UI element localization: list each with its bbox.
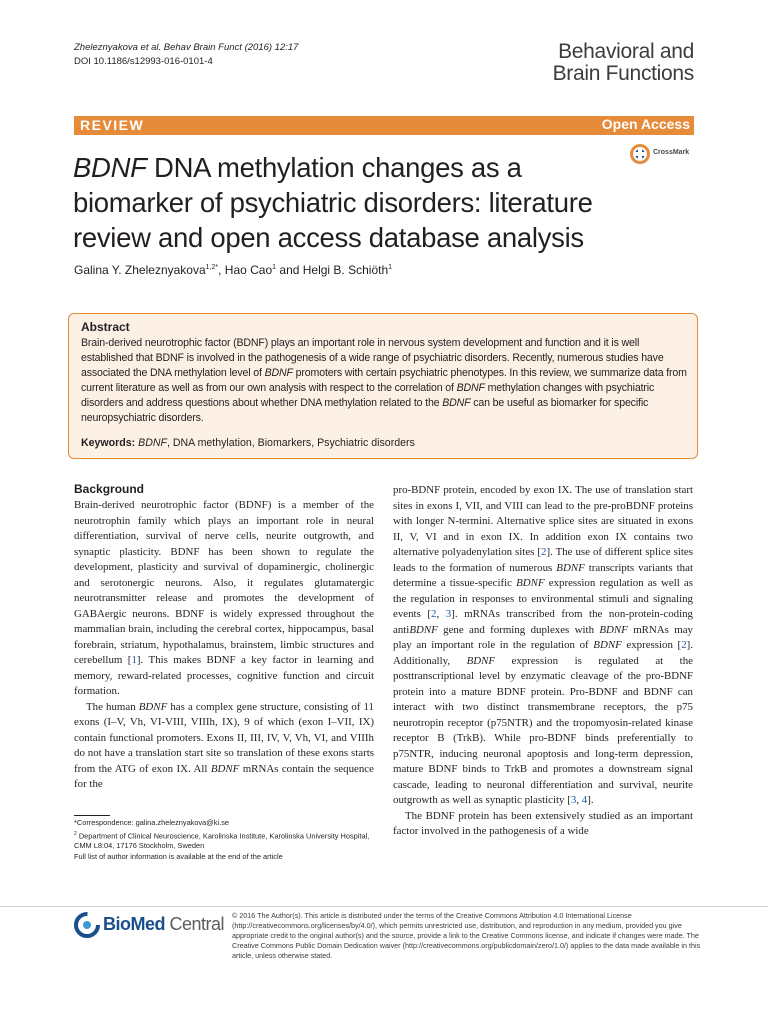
title-line3: review and open access database analysis [73, 222, 584, 253]
reference-link[interactable]: 3 [445, 608, 452, 620]
publisher-name: BioMed Central [103, 914, 225, 934]
crossmark-label[interactable]: CrossMark [653, 149, 690, 156]
affiliation: $^2$ Department of Clinical Neuroscience, Karolinska Institute, Karolinska University Hospital, CMM L8:04, 17176 Stockholm, Sweden [74, 830, 370, 851]
doi-line[interactable]: DOI 10.1186/s12993-016-0101-4 [74, 56, 213, 67]
correspondence[interactable]: *Correspondence: galina.zheleznyakova@ki.se [74, 818, 229, 827]
article-title [73, 150, 633, 255]
abstract-text: Brain-derived neurotrophic factor (BDNF) plays an important role in nervous system development and function and it is well established that BDNF is involved in the pathogenesis of a wide range of psychiatric disorders. Recently, numerous studies have associated the DNA methylation level of BDNF promoters with certain psychiatric phenotypes. In this review, we summarize data from current literature as well as from our own analysis with respect to the correlation of BDNF methylation changes with psychiatric disorders and address questions about whether DNA methylation related to the BDNF can be useful as biomarker for specific neuropsychiatric disorders. [81, 337, 687, 424]
title-gene: BDNF [73, 152, 147, 183]
reference-link[interactable]: 2 [681, 639, 687, 651]
license-text: © 2016 The Author(s). This article is distributed under the terms of the Creative Commons Attribution 4.0 International License (http://creativecommons.org/licenses/by/4.0/), which permits unrestricted use, distribution, and reproduction in any medium, provided you give appropriate credit to the original author(s) and the source, provide a link to the Creative Commons license, and indicate if changes were made. The Creative Commons Public Domain Dedication waiver (http://creativecommons.org/publicdomain/zero/1.0/) applies to the data made available in this article, unless otherwise stated. [232, 911, 701, 960]
paragraph: The BDNF protein has been extensively studied as an important factor involved in the pathogenesis of a wide [393, 809, 693, 837]
author-affiliation-mark: 1,2* [205, 264, 219, 271]
author-name: Galina Y. Zheleznyakova [74, 263, 206, 277]
body-column-left [74, 498, 374, 793]
body-column-right [393, 483, 693, 840]
title-line1: DNA methylation changes as a [146, 152, 522, 183]
journal-name [553, 41, 694, 85]
author-list [74, 263, 392, 277]
author-name: and Helgi B. Schiöth [276, 263, 389, 277]
author-info-note: Full list of author information is available at the end of the article [74, 851, 283, 861]
keywords-label: Keywords: [81, 437, 136, 449]
citation-block [74, 41, 298, 69]
article-type-label: REVIEW [80, 117, 145, 133]
abstract-heading: Abstract [81, 320, 130, 334]
keywords: Keywords: BDNF, DNA methylation, Biomarkers, Psychiatric disorders [81, 437, 415, 449]
section-heading: Background [74, 482, 145, 496]
paragraph: pro-BDNF protein, encoded by exon IX. The use of translation start sites in exons I, VII, and VIII can lead to the pre-proBDNF proteins with longer N-termini. Alternative splice sites are situated in exons II, V, VI and in exon IX. In addition exon IX contains two alternative polyadenylation sites [2]. The use of different splice sites leads to the formation of numerous BDNF transcripts variants that determine a tissue-specific BDNF expression regulation as well as the regulation in responses to environmental stimuli and signaling events [2, 3]. mRNAs transcribed from the non-protein-coding antiBDNF gene and forming duplexes with BDNF mRNAs may play an important role in the regulation of BDNF expression [2]. Additionally, BDNF expression is regulated at the posttranscriptional level by enzymatic cleavage of the pro-BDNF protein into a mature BDNF protein. Pro-BDNF and BDNF can interact with two distinct transmembrane receptors, the p75 neurotropin receptor (p75NTR) and the tropomyosin-related kinase receptor B (TrkB). While pro-BDNF binds preferentially to p75NTR, inducing neuronal apoptosis and long-term depression, mature BDNF binds to TrkB and promotes a downstream signal cascade, leading to neuronal differentiation and survival, neurite outgrowth as well as synaptic plasticity [3, 4]. [393, 484, 694, 806]
author-name: , Hao Cao [218, 263, 273, 277]
reference-link[interactable]: 2 [541, 546, 547, 558]
title-line2: biomarker of psychiatric disorders: literature [73, 187, 593, 218]
journal-name-line1: Behavioral and [558, 40, 694, 63]
paragraph: Brain-derived neurotrophic factor (BDNF) is a member of the neurotrophin family which plays an important role in neural differentiation, survival of nerve cells, neurite outgrowth, and synaptic plasticity. BDNF has been shown to regulate the development, plasticity and survival of dopaminergic, cholinergic and serotonergic neurons. Also, it regulates glutamatergic neurotransmitter release and promotes the development of GABAergic neurons. BDNF is widely expressed throughout the mammalian brain, including the cerebral cortex, hippocampus, basal forebrain, striatum, hypothalamus, brainstem, limbic structures and cerebellum [1]. This makes BDNF a key factor in learning and memory, reward-related processes, cognitive function and circuit formation. [74, 499, 374, 697]
reference-link[interactable]: 2 [431, 608, 437, 620]
journal-name-line2: Brain Functions [552, 62, 694, 85]
citation-line: Zheleznyakova et al. Behav Brain Funct (2016) 12:17 [74, 42, 299, 53]
paragraph: The human BDNF has a complex gene structure, consisting of 11 exons (I–V, Vh, VI-VIII, VIIIh, IX), 9 of which (exon I–VII, IX) contain functional promoters. Exons II, III, IV, V, Vh, VI, and VIIIh do not have a translation start site so translation of these exons starts from the ATG of exon IX. All BDNF mRNAs contain the sequence for the [74, 700, 374, 790]
open-access-badge: Open Access [601, 116, 690, 132]
biomed-central-logo-icon [74, 912, 100, 938]
author-affiliation-mark: 1 [388, 264, 393, 271]
footer-divider [0, 906, 768, 907]
author-affiliation-mark: 1 [272, 264, 277, 271]
reference-link[interactable]: 1 [131, 654, 137, 666]
footnote-divider [74, 815, 110, 816]
footnotes [74, 818, 374, 862]
reference-link[interactable]: 4 [581, 794, 588, 806]
reference-link[interactable]: 3 [570, 794, 577, 806]
